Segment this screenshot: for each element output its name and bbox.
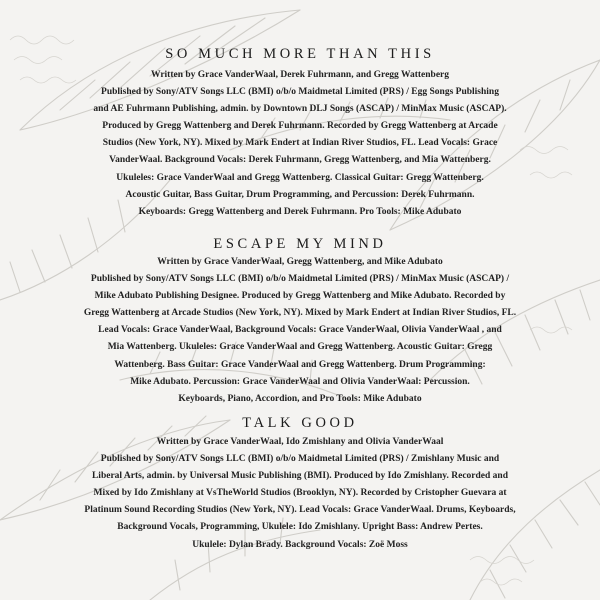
credit-line: Mia Wattenberg. Ukuleles: Grace VanderWaal and Gregg Wattenberg. Acoustic Guitar: Gregg [107,342,493,353]
song-title: ESCAPE MY MIND [213,236,387,252]
credit-line: Platinum Sound Recording Studios (New York, NY). Lead Vocals: Grace VanderWaal. Drums, Keyboards, [84,505,516,516]
credit-line: Wattenberg. Bass Guitar: Grace VanderWaal and Gregg Wattenberg. Drum Programming: [114,359,486,370]
credit-line: Keyboards: Gregg Wattenberg and Derek Fuhrmann. Pro Tools: Mike Adubato [138,206,462,217]
credit-line: Mike Adubato. Percussion: Grace VanderWaal and Olivia VanderWaal: Percussion. [130,376,470,387]
song-title: TALK GOOD [242,415,358,431]
credit-line: Ukulele: Dylan Brady. Background Vocals: Zoë Moss [192,539,408,550]
credit-line: Mike Adubato Publishing Designee. Produced by Gregg Wattenberg and Mike Adubato. Recorded by [94,291,506,302]
credit-line: Published by Sony/ATV Songs LLC (BMI) o/b/o Maidmetal Limited (PRS) / Egg Songs Publishing [101,87,499,98]
song-title: SO MUCH MORE THAN THIS [165,46,435,62]
credit-line: Mixed by Ido Zmishlany at VsTheWorld Studios (Brooklyn, NY). Recorded by Cristopher Guevara at [93,488,507,499]
credit-line: and AE Fuhrmann Publishing, admin. by Downtown DLJ Songs (ASCAP) / MinMax Music (ASCAP). [93,104,507,115]
credit-line: Written by Grace VanderWaal, Ido Zmishlany and Olivia VanderWaal [156,437,444,447]
song-credits [34,434,566,554]
credit-line: Liberal Arts, admin. by Universal Music Publishing (BMI). Produced by Ido Zmishlany. Recorded and [91,471,509,482]
song-credits [34,254,566,408]
credit-line: Published by Sony/ATV Songs LLC (BMI) o/b/o Maidmetal Limited (PRS) / Zmishlany Music and [100,454,500,465]
credit-line: VanderWaal. Background Vocals: Derek Fuhrmann, Gregg Wattenberg, and Mia Wattenberg. [109,155,491,166]
credit-line: Acoustic Guitar, Bass Guitar, Drum Programming, and Percussion: Derek Fuhrmann. [125,189,475,200]
song-credits [34,67,566,221]
credit-line: Written by Grace VanderWaal, Derek Fuhrmann, and Gregg Wattenberg [150,70,450,80]
credit-line: Published by Sony/ATV Songs LLC (BMI) o/b/o Maidmetal Limited (PRS) / MinMax Music (ASCAP) / [90,274,510,285]
credit-line: Lead Vocals: Grace VanderWaal, Background Vocals: Grace VanderWaal, Olivia VanderWaal , and [98,325,502,336]
credit-line: Produced by Gregg Wattenberg and Derek Fuhrmann. Recorded by Gregg Wattenberg at Arcade [102,121,498,132]
credit-line: Ukuleles: Grace VanderWaal and Gregg Wattenberg. Classical Guitar: Gregg Wattenberg. [116,172,484,183]
credit-line: Written by Grace VanderWaal, Gregg Wattenberg, and Mike Adubato [157,257,443,267]
credit-line: Background Vocals, Programming, Ukulele: Ido Zmishlany. Upright Bass: Andrew Pertes. [117,522,483,533]
credit-line: Studios (New York, NY). Mixed by Mark Endert at Indian River Studios, FL. Lead Vocals: Grace [102,138,498,149]
credit-line: Keyboards, Piano, Accordion, and Pro Tools: Mike Adubato [178,393,422,404]
credit-line: Gregg Wattenberg at Arcade Studios (New York, NY). Mixed by Mark Endert at Indian River Studios, FL. [83,308,517,319]
